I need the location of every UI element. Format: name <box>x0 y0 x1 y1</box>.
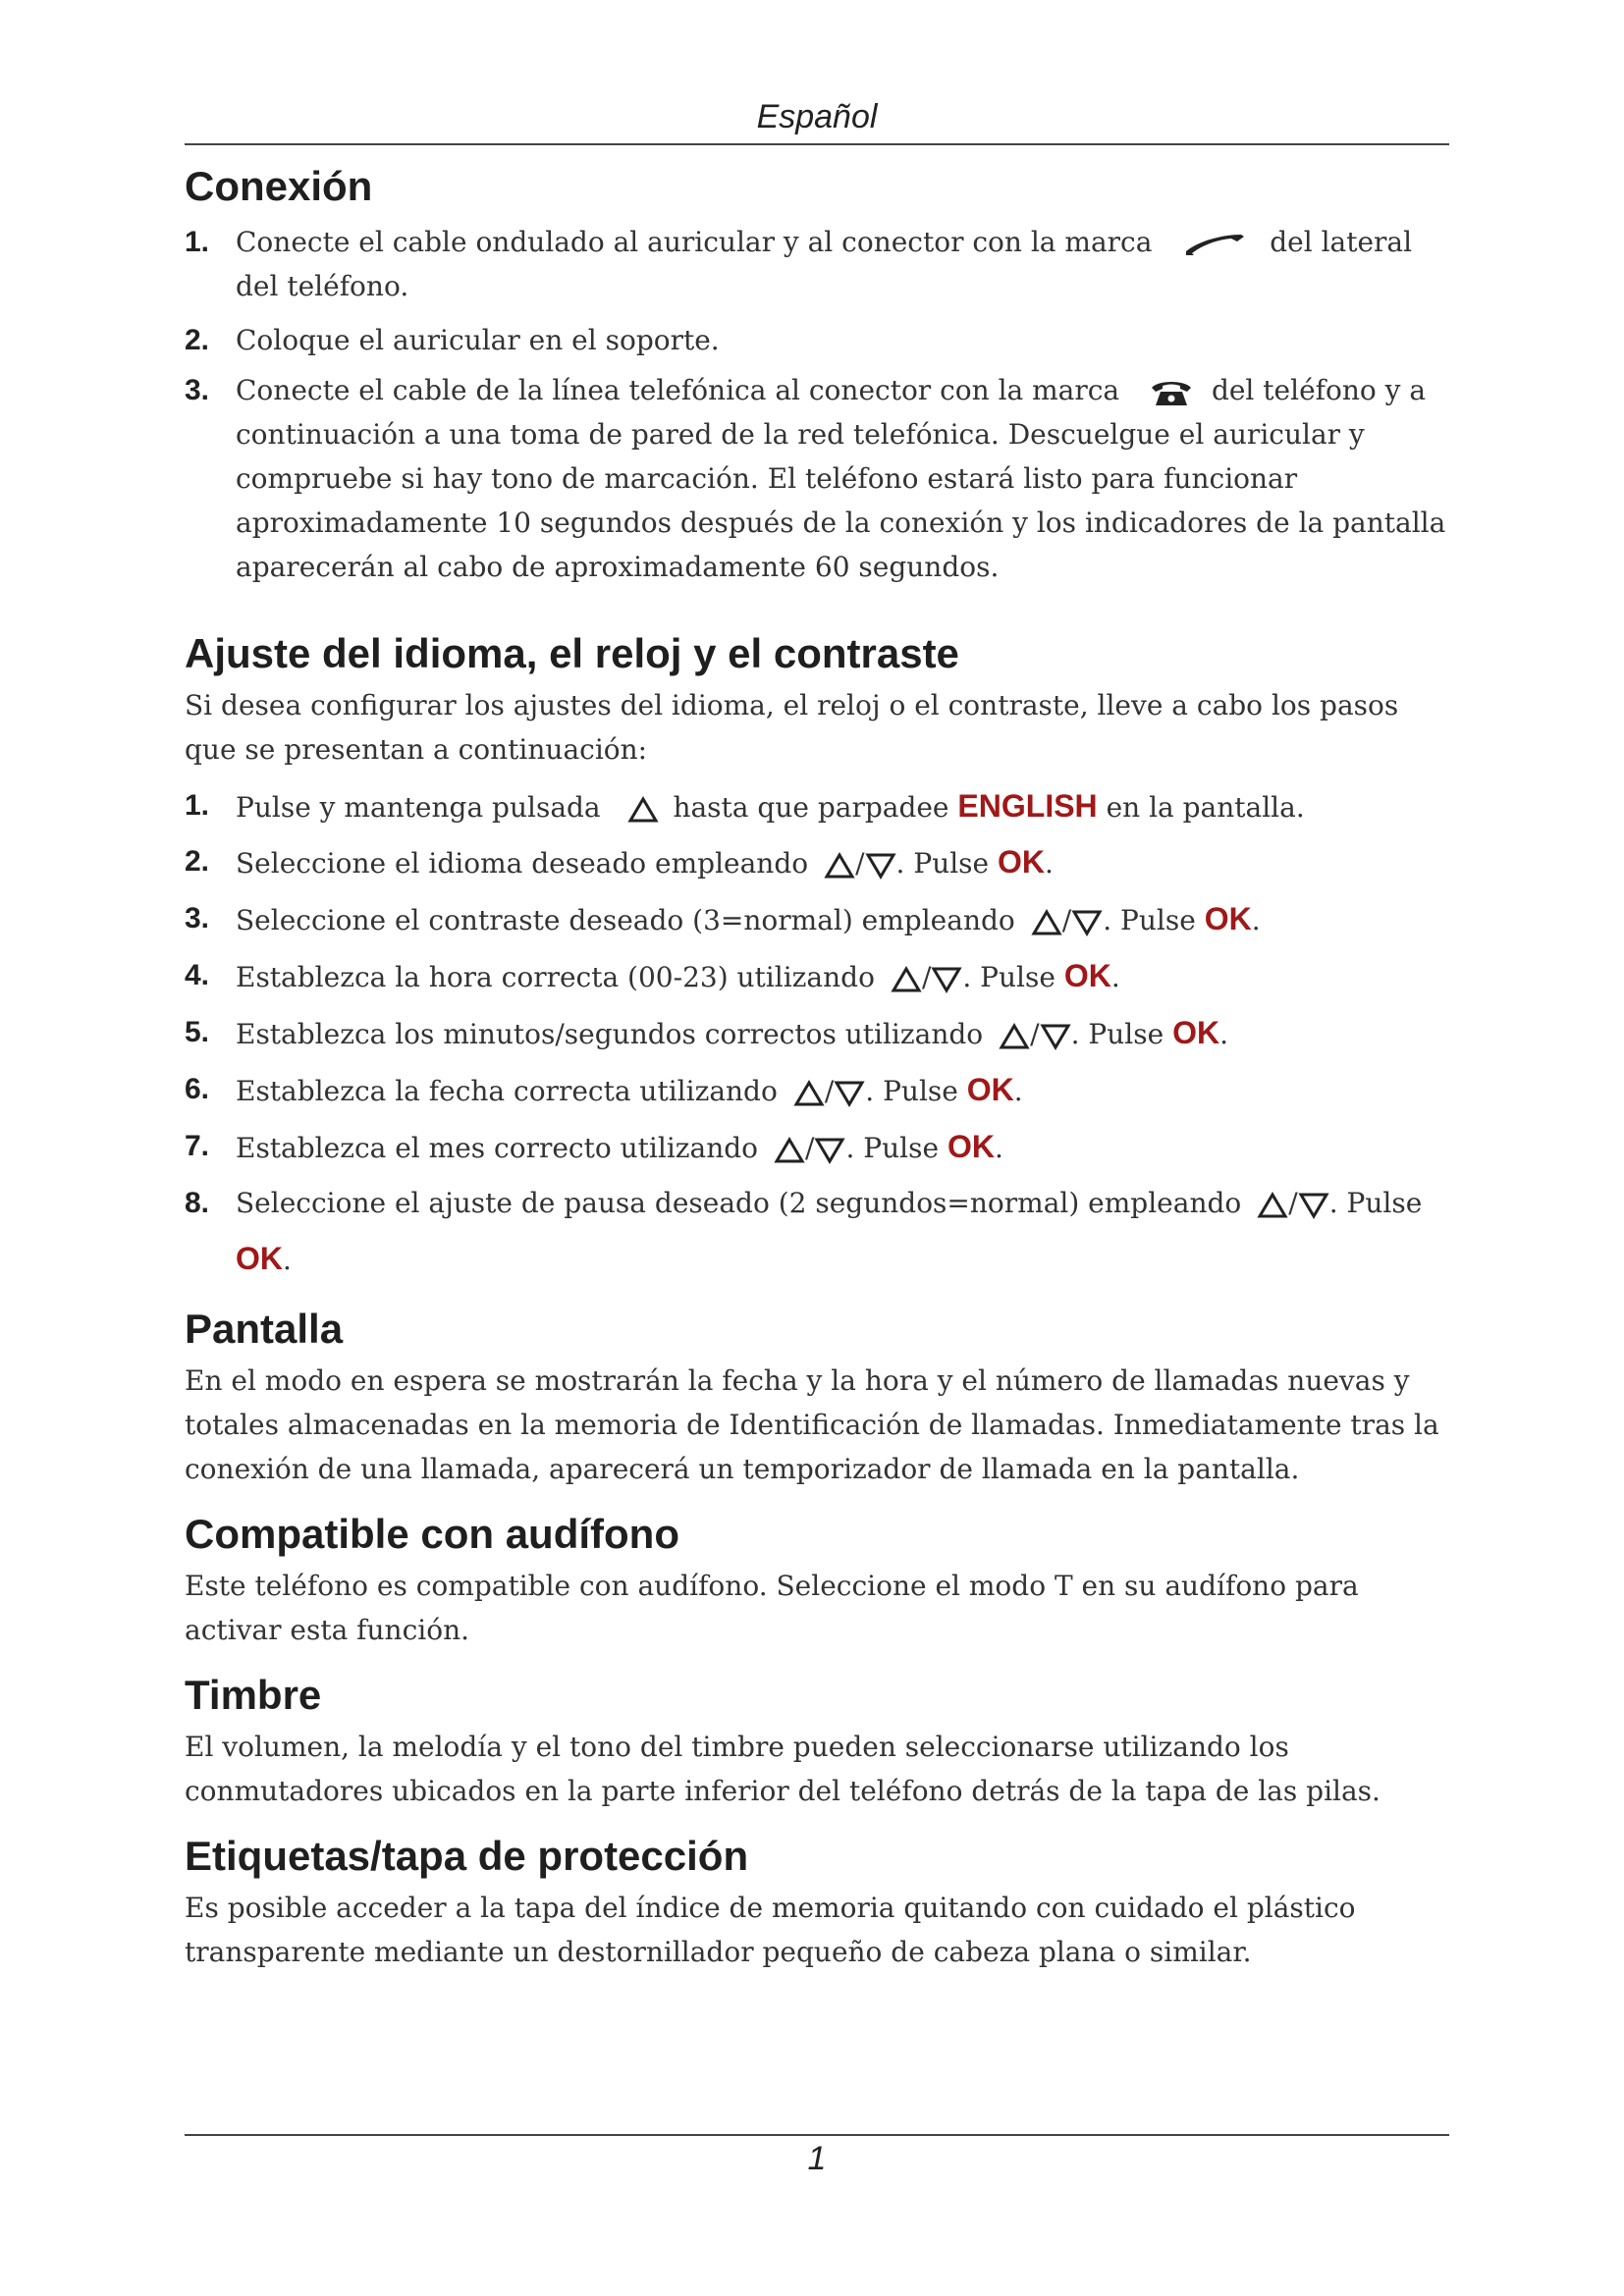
step-text: del lateral del teléfono. <box>236 226 1413 302</box>
list-item <box>185 1176 1449 1288</box>
steps-list <box>185 220 1449 589</box>
footer-rule <box>185 2134 1449 2136</box>
page-content <box>185 157 1449 1974</box>
step-text: Seleccione el ajuste de pausa deseado (2 segundos=normal) empleando <box>236 1187 1242 1219</box>
triangle-up-icon <box>793 1080 825 1107</box>
step-text: . Pulse <box>1328 1187 1423 1219</box>
step-number: 8. <box>185 1187 210 1219</box>
page-number: 1 <box>807 2140 827 2177</box>
step-text: Conecte el cable ondulado al auricular y al conector con la marca <box>236 226 1153 258</box>
step-text: . <box>1045 847 1054 880</box>
triangle-down-icon <box>1071 909 1103 936</box>
section-title: Conexión <box>185 163 373 209</box>
list-item <box>185 1005 1449 1062</box>
section-title: Pantalla <box>185 1306 344 1352</box>
section-etiquetas <box>185 1827 1449 1974</box>
step-text: . <box>1219 1018 1228 1050</box>
step-text: . Pulse <box>865 1075 958 1107</box>
section-text: Este teléfono es compatible con audífono. Seleccione el modo T en su audífono para activar esta función. <box>185 1570 1359 1646</box>
triangle-down-icon <box>834 1080 865 1107</box>
list-item <box>185 368 1449 589</box>
step-text: . <box>1110 961 1120 993</box>
slash-separator: / <box>805 1132 815 1164</box>
step-text: Establezca la hora correcta (00-23) utilizando <box>236 961 875 993</box>
keyword-ok: OK <box>236 1241 283 1276</box>
keyword-ok: OK <box>1172 1015 1220 1050</box>
section-pantalla <box>185 1300 1449 1491</box>
keyword-ok: OK <box>966 1072 1014 1107</box>
triangle-down-icon <box>931 966 962 993</box>
slash-separator: / <box>1061 904 1072 936</box>
step-number: 5. <box>185 1016 210 1048</box>
step-number: 6. <box>185 1073 210 1105</box>
list-item <box>185 834 1449 891</box>
steps-list <box>185 779 1449 834</box>
telephone-icon <box>1150 378 1193 407</box>
step-text: en la pantalla. <box>1106 791 1305 824</box>
triangle-up-icon <box>774 1137 805 1164</box>
triangle-down-icon <box>865 852 896 880</box>
step-number: 2. <box>185 324 210 356</box>
page-header-language: Español <box>756 98 878 135</box>
step-text: . Pulse <box>845 1132 940 1164</box>
section-title: Compatible con audífono <box>185 1511 679 1557</box>
triangle-down-icon <box>1298 1192 1329 1219</box>
triangle-up-icon <box>824 852 855 880</box>
list-item <box>185 1062 1449 1119</box>
list-item <box>185 1119 1449 1176</box>
slash-separator: / <box>1288 1187 1298 1219</box>
step-text: . Pulse <box>1070 1018 1164 1050</box>
step-text: Seleccione el idioma deseado empleando <box>236 847 809 880</box>
list-item <box>185 318 1449 362</box>
triangle-down-icon <box>1040 1023 1071 1050</box>
section-ajuste <box>185 624 1449 1288</box>
step-number: 4. <box>185 959 210 991</box>
step-text: Establezca los minutos/segundos correctos utilizando <box>236 1018 984 1050</box>
section-title: Ajuste del idioma, el reloj y el contraste <box>185 630 959 676</box>
step-text: . Pulse <box>1103 904 1196 936</box>
slash-separator: / <box>855 847 865 880</box>
list-item <box>185 220 1449 308</box>
triangle-up-icon <box>999 1023 1030 1050</box>
step-text: . <box>283 1244 292 1276</box>
keyword-ok: OK <box>1063 958 1111 993</box>
step-text: . Pulse <box>962 961 1056 993</box>
slash-separator: / <box>1030 1018 1040 1050</box>
step-number: 7. <box>185 1130 210 1162</box>
step-number: 3. <box>185 902 210 934</box>
triangle-down-icon <box>814 1137 845 1164</box>
step-number: 3. <box>185 374 210 406</box>
section-intro: Si desea configurar los ajustes del idioma, el reloj o el contraste, lleve a cabo los pasos que se presentan a continuación: <box>185 689 1399 766</box>
header-rule <box>185 143 1449 145</box>
step-text: Seleccione el contraste deseado (3=normal) empleando <box>236 904 1015 936</box>
step-text: . <box>1013 1075 1023 1107</box>
steps-list <box>185 834 1449 1288</box>
keyword-ok: OK <box>1204 901 1252 936</box>
triangle-up-icon <box>627 796 659 824</box>
keyword-ok: OK <box>998 844 1046 880</box>
section-text: En el modo en espera se mostrarán la fecha y la hora y el número de llamadas nuevas y totales almacenadas en la memoria de Identificación de llamadas. Inmediatamente tras la conexión de una llamada, aparecerá un temporizador de llamada en la pantalla. <box>185 1364 1439 1485</box>
section-audifono <box>185 1505 1449 1652</box>
step-text: . <box>1251 904 1261 936</box>
step-text: Establezca la fecha correcta utilizando <box>236 1075 778 1107</box>
section-title: Etiquetas/tapa de protección <box>185 1833 749 1879</box>
step-text: del teléfono y a continuación a una toma de pared de la red telefónica. Descuelgue el auricular y compruebe si hay tono de marcación. El teléfono estará listo para funcionar aproximadamente 10 segundos después de la conexión y los indicadores de la pantalla aparecerán al cabo de aproximadamente 60 segundos. <box>236 374 1446 583</box>
slash-separator: / <box>921 961 932 993</box>
step-number: 1. <box>185 789 210 822</box>
step-text: . <box>994 1132 1003 1164</box>
list-item <box>185 779 1449 834</box>
list-item <box>185 948 1449 1005</box>
step-text: Coloque el auricular en el soporte. <box>236 324 720 356</box>
triangle-up-icon <box>1257 1192 1288 1219</box>
keyword-ok: OK <box>947 1129 995 1164</box>
handset-icon <box>1182 232 1247 257</box>
section-timbre <box>185 1666 1449 1813</box>
step-text: Establezca el mes correcto utilizando <box>236 1132 759 1164</box>
step-number: 1. <box>185 226 210 258</box>
section-text: El volumen, la melodía y el tono del timbre pueden seleccionarse utilizando los conmutadores ubicados en la parte inferior del teléfono detrás de la tapa de las pilas. <box>185 1731 1380 1807</box>
triangle-up-icon <box>891 966 922 993</box>
list-item <box>185 891 1449 948</box>
section-text: Es posible acceder a la tapa del índice de memoria quitando con cuidado el plástico transparente mediante un destornillador pequeño de cabeza plana o similar. <box>185 1892 1356 1968</box>
step-text: . Pulse <box>895 847 990 880</box>
step-text: Pulse y mantenga pulsada <box>236 791 601 824</box>
slash-separator: / <box>824 1075 835 1107</box>
step-text: hasta que parpadee <box>673 791 949 824</box>
step-number: 2. <box>185 845 210 878</box>
step-text: Conecte el cable de la línea telefónica al conector con la marca <box>236 374 1120 406</box>
keyword-english: ENGLISH <box>957 788 1098 824</box>
triangle-up-icon <box>1031 909 1062 936</box>
section-conexion <box>185 157 1449 589</box>
section-title: Timbre <box>185 1672 322 1718</box>
